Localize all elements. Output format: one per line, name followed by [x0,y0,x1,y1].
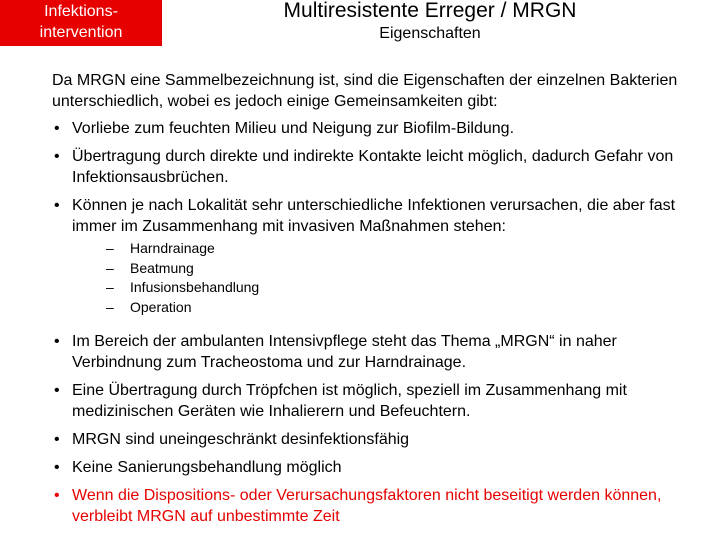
list-item-text: Keine Sanierungsbehandlung möglich [72,459,342,476]
bullet-marker: • [54,382,60,399]
sub-list [72,239,702,317]
list-item-text: Eine Übertragung durch Tröpfchen ist möglich, speziell im Zusammenhang mit medizinischen Geräten wie Inhalierern und Befeuchtern. [72,382,627,420]
list-item [52,380,702,422]
page-subtitle: Eigenschaften [379,25,481,42]
sub-list-item [106,259,702,279]
dash-marker: – [106,240,114,256]
bullet-marker: • [54,459,60,476]
dash-marker: – [106,259,114,276]
sub-list-item [106,298,702,318]
list-item-text: Vorliebe zum feuchten Milieu und Neigung zur Biofilm-Bildung. [72,120,515,137]
sub-list-item [106,278,702,298]
page-title: Multiresistente Erreger / MRGN [283,0,577,22]
sub-item-text: Harndrainage [130,240,215,256]
list-item-highlighted [52,485,702,527]
bullet-marker: • [54,148,60,165]
section-badge [0,0,162,46]
list-item-text: Übertragung durch direkte und indirekte Kontakte leicht möglich, dadurch Gefahr von Infektionsausbrüchen. [72,148,674,186]
sub-item-text: Infusionsbehandlung [130,279,260,295]
sub-item-text: Operation [130,298,192,315]
intro-paragraph: Da MRGN eine Sammelbezeichnung ist, sind die Eigenschaften der einzelnen Bakterien unterschiedlich, wobei es jedoch einige Gemeinsamkeiten gibt: [52,72,678,110]
sub-item-text: Beatmung [130,259,194,276]
list-item [52,195,702,317]
list-item [52,118,702,139]
bullet-marker: • [54,197,60,214]
list-item [52,146,702,188]
badge-line-2: intervention [39,24,123,41]
sub-list-item [106,239,702,259]
list-item-text: Können je nach Lokalität sehr unterschiedliche Infektionen verursachen, die aber fast immer im Zusammenhang mit invasiven Maßnahmen stehen: [72,197,676,235]
dash-marker: – [106,298,114,315]
list-item-text: Im Bereich der ambulanten Intensivpflege steht das Thema „MRGN“ in naher Verbindnung zum Tracheostoma und zur Harndrainage. [72,333,617,371]
dash-marker: – [106,279,114,295]
list-item-text: Wenn die Dispositions- oder Verursachungsfaktoren nicht beseitigt werden können, verbleibt MRGN auf unbestimmte Zeit [72,487,662,525]
list-item [52,429,702,450]
badge-line-1: Infektions- [44,3,118,20]
list-item [52,331,702,373]
list-item [52,457,702,478]
bullet-list [52,118,702,527]
slide-content [52,70,702,534]
bullet-marker: • [54,487,60,504]
bullet-marker: • [54,431,60,448]
list-item-text: MRGN sind uneingeschränkt desinfektionsfähig [72,431,410,448]
bullet-marker: • [54,120,60,137]
bullet-marker: • [54,333,60,350]
